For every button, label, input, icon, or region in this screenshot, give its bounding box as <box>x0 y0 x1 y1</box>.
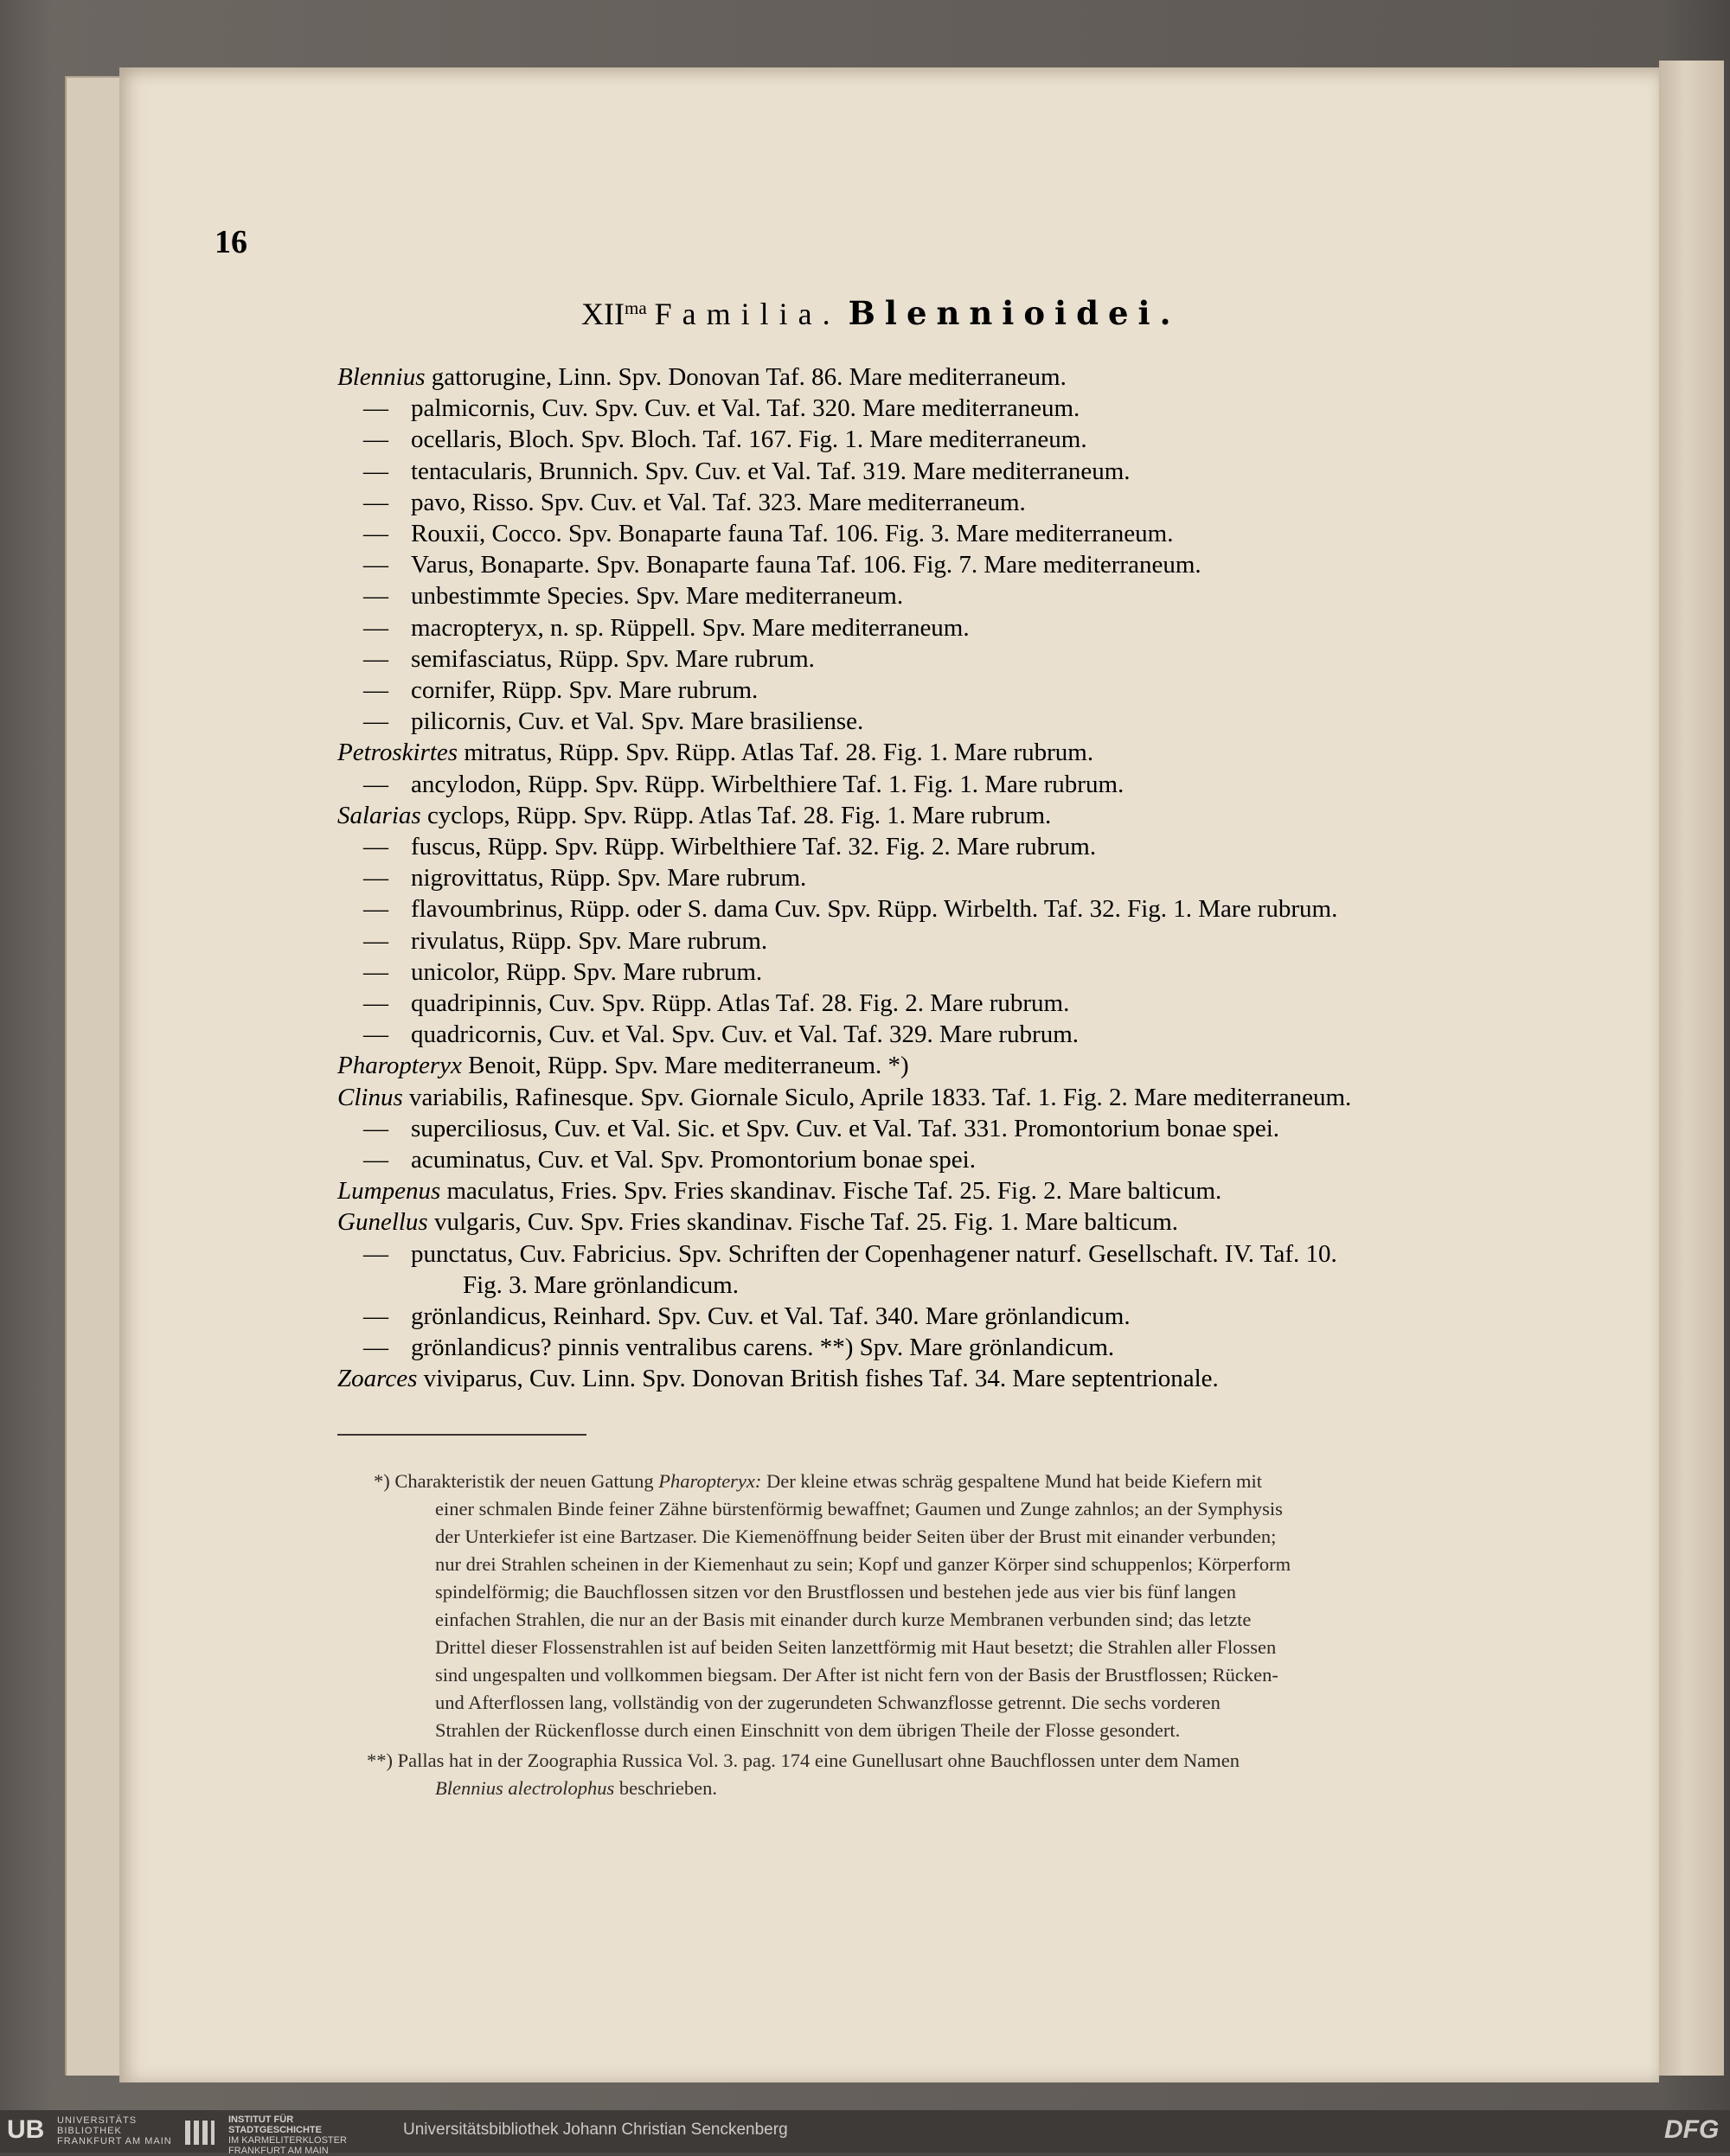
species-entry <box>363 925 767 956</box>
species-entry <box>363 769 1124 800</box>
species-text: Fig. 3. Mare grönlandicum. <box>463 1271 739 1299</box>
genus-name: Zoarces <box>337 1365 418 1392</box>
species-text: ancylodon, Rüpp. Spv. Rüpp. Wirbelthiere Taf. 1. Fig. 1. Mare rubrum. <box>411 771 1124 798</box>
species-entry <box>363 643 815 675</box>
footnote-1-line: *) Charakteristik der neuen Gattung Pharopteryx: Der kleine etwas schräg gespaltene Mund hat beide Kiefern mit <box>374 1470 1262 1492</box>
ditto-dash: — <box>363 1115 388 1142</box>
genus-name: Gunellus <box>337 1208 428 1236</box>
ub-logo[interactable]: UB <box>7 2115 45 2144</box>
species-entry <box>363 956 762 988</box>
species-text: nigrovittatus, Rüpp. Spv. Mare rubrum. <box>411 864 807 892</box>
viewer-footer <box>0 2110 1730 2156</box>
genus-pharopteryx: Pharopteryx: <box>658 1470 762 1492</box>
species-entry <box>463 1270 739 1301</box>
species-text: unbestimmte Species. Spv. Mare mediterraneum. <box>411 582 904 610</box>
species-text: variabilis, Rafinesque. Spv. Giornale Siculo, Aprile 1833. Taf. 1. Fig. 2. Mare mediterraneum. <box>402 1084 1352 1111</box>
page-number: 16 <box>215 224 247 260</box>
species-entry <box>363 549 1201 580</box>
ditto-dash: — <box>363 1302 388 1330</box>
footnote-1-line: einer schmalen Binde feiner Zähne bürstenförmig bewaffnet; Gaumen und Zunge zahnlos; an der Symphysis <box>435 1498 1283 1519</box>
footnote-1-line: Drittel dieser Flossenstrahlen ist auf beiden Seiten lanzettförmig mit Haut besetzt; die Strahlen aller Flossen <box>435 1636 1277 1658</box>
genus-name: Clinus <box>337 1084 403 1111</box>
species-text: punctatus, Cuv. Fabricius. Spv. Schriften der Copenhagener naturf. Gesellschaft. IV. Taf. 10. <box>411 1240 1337 1268</box>
species-entry <box>363 706 863 737</box>
species-text: gattorugine, Linn. Spv. Donovan Taf. 86. Mare mediterraneum. <box>425 363 1067 391</box>
genus-name: Pharopteryx <box>337 1052 462 1079</box>
species-text: Rouxii, Cocco. Spv. Bonaparte fauna Taf. 106. Fig. 3. Mare mediterraneum. <box>411 520 1174 547</box>
footnote-1-line: Strahlen der Rückenflosse durch einen Einschnitt von dem übrigen Theile der Flosse gesondert. <box>435 1719 1181 1741</box>
ditto-dash: — <box>363 614 388 642</box>
ditto-dash: — <box>363 582 388 610</box>
ditto-dash: — <box>363 771 388 798</box>
ditto-dash: — <box>363 864 388 892</box>
species-entry <box>337 1363 1219 1394</box>
species-entry <box>337 1175 1221 1206</box>
ditto-dash: — <box>363 551 388 579</box>
institute-logo-text: INSTITUT FÜR STADTGESCHICHTE IM KARMELITERKLOSTER FRANKFURT AM MAIN <box>228 2114 347 2156</box>
species-entry <box>363 1019 1079 1050</box>
genus-blennius-alectrolophus: Blennius alectrolophus <box>435 1777 615 1799</box>
ditto-dash: — <box>363 520 388 547</box>
ditto-dash: — <box>363 707 388 735</box>
species-text: vulgaris, Cuv. Spv. Fries skandinav. Fische Taf. 25. Fig. 1. Mare balticum. <box>427 1208 1179 1236</box>
species-text: flavoumbrinus, Rüpp. oder S. dama Cuv. Spv. Rüpp. Wirbelth. Taf. 32. Fig. 1. Mare rubrum. <box>411 895 1338 923</box>
species-text: superciliosus, Cuv. et Val. Sic. et Spv. Cuv. et Val. Taf. 331. Promontorium bonae spei. <box>411 1115 1280 1142</box>
species-entry <box>363 393 1080 424</box>
familia-word: Familia. <box>654 297 841 331</box>
species-entry <box>337 1206 1178 1238</box>
ditto-dash: — <box>363 457 388 485</box>
ditto-dash: — <box>363 958 388 986</box>
ub-logo-text: UNIVERSITÄTS BIBLIOTHEK FRANKFURT AM MAIN <box>57 2115 172 2146</box>
ditto-dash: — <box>363 927 388 955</box>
footnote-1-line: nur drei Strahlen scheinen in der Kiemenhaut zu sein; Kopf und ganzer Körper sind schuppenlos; Körperform <box>435 1553 1291 1575</box>
family-name: Blennioidei. <box>848 294 1181 332</box>
institute-logo-icon[interactable] <box>183 2115 216 2148</box>
species-entry <box>363 424 1087 455</box>
species-entry <box>363 893 1337 924</box>
species-entry <box>363 487 1026 518</box>
species-text: unicolor, Rüpp. Spv. Mare rubrum. <box>411 958 763 986</box>
species-entry <box>337 737 1093 768</box>
species-entry <box>363 580 903 611</box>
ditto-dash: — <box>363 1146 388 1174</box>
family-numeral-sup: ma <box>624 297 647 318</box>
species-entry <box>337 800 1051 831</box>
species-entry <box>337 1082 1351 1113</box>
species-text: mitratus, Rüpp. Spv. Rüpp. Atlas Taf. 28. Fig. 1. Mare rubrum. <box>458 739 1094 766</box>
genus-name: Petroskirtes <box>337 739 458 766</box>
species-entry <box>337 361 1067 393</box>
footnote-1-line: der Unterkiefer ist eine Bartzaser. Die Kiemenöffnung beider Seiten über der Brust mit einander verbunden; <box>435 1526 1277 1547</box>
species-text: Benoit, Rüpp. Spv. Mare mediterraneum. *) <box>461 1052 909 1079</box>
ditto-dash: — <box>363 833 388 860</box>
species-entry <box>363 831 1096 862</box>
species-text: cyclops, Rüpp. Spv. Rüpp. Atlas Taf. 28. Fig. 1. Mare rubrum. <box>420 802 1052 829</box>
species-entry <box>363 1113 1279 1144</box>
species-entry <box>363 518 1173 549</box>
footnote-2-line: **) Pallas hat in der Zoographia Russica Vol. 3. pag. 174 eine Gunellusart ohne Bauchflossen unter dem Namen <box>367 1750 1240 1771</box>
ditto-dash: — <box>363 425 388 453</box>
species-text: quadricornis, Cuv. et Val. Spv. Cuv. et Val. Taf. 329. Mare rubrum. <box>411 1020 1079 1048</box>
species-text: rivulatus, Rüpp. Spv. Mare rubrum. <box>411 927 768 955</box>
species-entry <box>363 1144 976 1175</box>
species-text: viviparus, Cuv. Linn. Spv. Donovan British fishes Taf. 34. Mare septentrionale. <box>417 1365 1219 1392</box>
footnote-1-line: spindelförmig; die Bauchflossen sitzen vor den Brustflossen und bestehen jede aus vier bis fünf langen <box>435 1581 1237 1603</box>
species-text: pavo, Risso. Spv. Cuv. et Val. Taf. 323. Mare mediterraneum. <box>411 489 1026 516</box>
footnote-1-mark: *) <box>374 1470 390 1492</box>
genus-name: Salarias <box>337 802 421 829</box>
species-text: maculatus, Fries. Spv. Fries skandinav. Fische Taf. 25. Fig. 2. Mare balticum. <box>440 1177 1222 1205</box>
species-entry <box>363 675 758 706</box>
species-entry <box>363 612 970 643</box>
species-text: ocellaris, Bloch. Spv. Bloch. Taf. 167. Fig. 1. Mare mediterraneum. <box>411 425 1087 453</box>
species-entry <box>363 1301 1131 1332</box>
dfg-logo[interactable]: DFG <box>1664 2115 1720 2144</box>
species-text: pilicornis, Cuv. et Val. Spv. Mare brasiliense. <box>411 707 864 735</box>
species-text: acuminatus, Cuv. et Val. Spv. Promontorium bonae spei. <box>411 1146 976 1174</box>
ditto-dash: — <box>363 394 388 422</box>
ditto-dash: — <box>363 489 388 516</box>
species-entry <box>363 862 806 893</box>
ditto-dash: — <box>363 989 388 1017</box>
footnote-1-line: einfachen Strahlen, die nur an der Basis mit einander durch kurze Membranen verbunden sind; das letzte <box>435 1609 1252 1630</box>
ditto-dash: — <box>363 895 388 923</box>
ditto-dash: — <box>363 645 388 673</box>
species-entry <box>363 988 1069 1019</box>
species-text: semifasciatus, Rüpp. Spv. Mare rubrum. <box>411 645 815 673</box>
species-text: cornifer, Rüpp. Spv. Mare rubrum. <box>411 676 759 704</box>
footnote-1-line: und Afterflossen lang, vollständig von der zugerundeten Schwanzflosse getrennt. Die sechs vorderen <box>435 1692 1221 1713</box>
library-name: Universitätsbibliothek Johann Christian Senckenberg <box>403 2121 788 2139</box>
footnote-rule <box>337 1434 586 1436</box>
species-text: tentacularis, Brunnich. Spv. Cuv. et Val. Taf. 319. Mare mediterraneum. <box>411 457 1131 485</box>
species-text: fuscus, Rüpp. Spv. Rüpp. Wirbelthiere Taf. 32. Fig. 2. Mare rubrum. <box>411 833 1097 860</box>
facing-page-edge <box>1659 61 1724 2076</box>
ditto-dash: — <box>363 676 388 704</box>
species-entry <box>363 1332 1114 1363</box>
species-text: macropteryx, n. sp. Rüppell. Spv. Mare mediterraneum. <box>411 614 970 642</box>
species-text: grönlandicus, Reinhard. Spv. Cuv. et Val. Taf. 340. Mare grönlandicum. <box>411 1302 1131 1330</box>
species-entry <box>363 1238 1337 1270</box>
species-entry <box>363 456 1131 487</box>
species-text: Varus, Bonaparte. Spv. Bonaparte fauna Taf. 106. Fig. 7. Mare mediterraneum. <box>411 551 1201 579</box>
ditto-dash: — <box>363 1020 388 1048</box>
family-numeral: XII <box>581 297 625 331</box>
ditto-dash: — <box>363 1240 388 1268</box>
footnote-2-mark: **) <box>367 1750 393 1771</box>
genus-name: Blennius <box>337 363 426 391</box>
footnote-2-line: Blennius alectrolophus beschrieben. <box>435 1777 717 1799</box>
species-text: grönlandicus? pinnis ventralibus carens. **) Spv. Mare grönlandicum. <box>411 1334 1115 1361</box>
family-heading <box>581 294 1180 332</box>
species-entry <box>337 1050 909 1081</box>
species-text: quadripinnis, Cuv. Spv. Rüpp. Atlas Taf. 28. Fig. 2. Mare rubrum. <box>411 989 1070 1017</box>
footnote-1-line: sind ungespalten und vollkommen biegsam. Der After ist nicht fern von der Basis der Brustflossen; Rücken- <box>435 1664 1278 1686</box>
species-text: palmicornis, Cuv. Spv. Cuv. et Val. Taf. 320. Mare mediterraneum. <box>411 394 1080 422</box>
genus-name: Lumpenus <box>337 1177 441 1205</box>
ditto-dash: — <box>363 1334 388 1361</box>
